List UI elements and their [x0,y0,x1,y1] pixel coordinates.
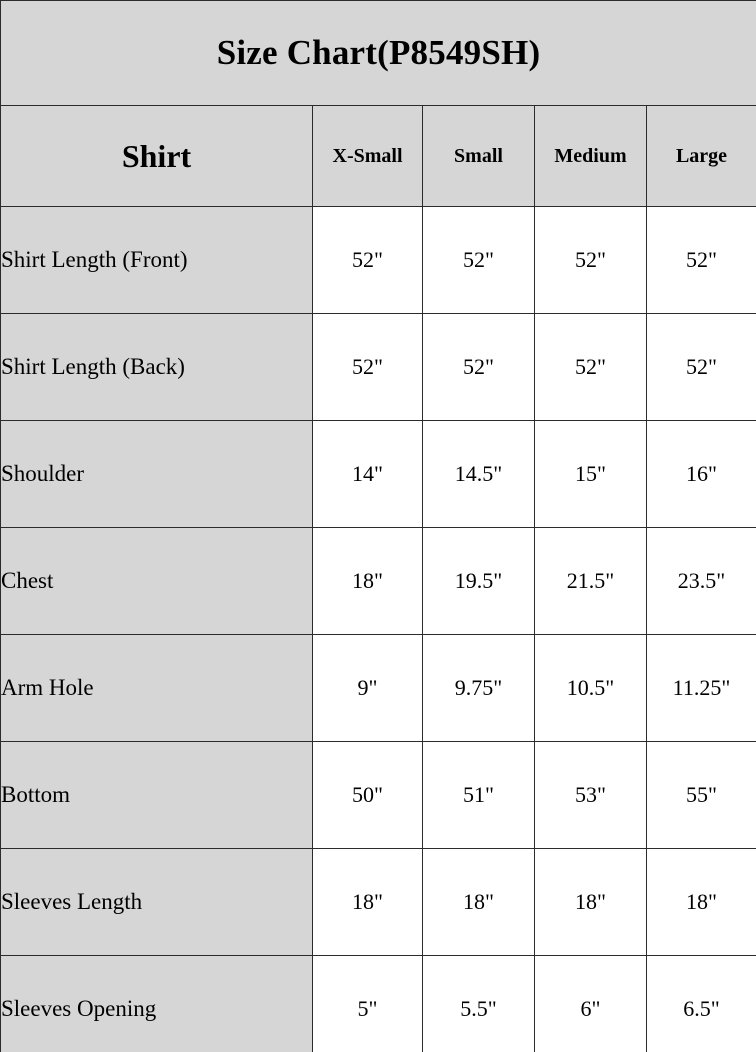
measurement-value: 50" [313,742,423,849]
measurement-value: 53" [535,742,647,849]
header-size-small: Small [423,106,535,207]
page-title: Size Chart(P8549SH) [1,1,756,106]
measurement-value: 11.25" [647,635,756,742]
measurement-value: 18" [313,849,423,956]
measurement-value: 14" [313,421,423,528]
measurement-value: 21.5" [535,528,647,635]
measurement-value: 52" [647,314,756,421]
measurement-label: Shoulder [1,421,313,528]
measurement-value: 16" [647,421,756,528]
measurement-value: 52" [423,207,535,314]
measurement-value: 9.75" [423,635,535,742]
title-row [1,1,756,106]
measurement-value: 6.5" [647,956,756,1052]
measurement-value: 52" [423,314,535,421]
measurement-value: 18" [313,528,423,635]
header-size-medium: Medium [535,106,647,207]
measurement-value: 14.5" [423,421,535,528]
measurement-value: 19.5" [423,528,535,635]
table-row [1,635,756,742]
measurement-value: 10.5" [535,635,647,742]
measurement-value: 18" [647,849,756,956]
measurement-value: 52" [535,314,647,421]
measurement-value: 52" [313,314,423,421]
measurement-label: Shirt Length (Front) [1,207,313,314]
measurement-value: 15" [535,421,647,528]
table-row [1,742,756,849]
measurement-label: Sleeves Length [1,849,313,956]
measurement-label: Arm Hole [1,635,313,742]
table-row [1,421,756,528]
table-row [1,528,756,635]
measurement-value: 52" [535,207,647,314]
measurement-value: 18" [535,849,647,956]
measurement-value: 52" [647,207,756,314]
measurement-value: 5" [313,956,423,1052]
measurement-label: Sleeves Opening [1,956,313,1052]
header-row [1,106,756,207]
measurement-value: 18" [423,849,535,956]
measurement-value: 51" [423,742,535,849]
header-size-large: Large [647,106,756,207]
measurement-value: 5.5" [423,956,535,1052]
measurement-value: 6" [535,956,647,1052]
header-size-x-small: X-Small [313,106,423,207]
measurement-label: Shirt Length (Back) [1,314,313,421]
table-row [1,849,756,956]
measurement-label: Chest [1,528,313,635]
measurement-value: 55" [647,742,756,849]
measurement-value: 9" [313,635,423,742]
measurement-value: 23.5" [647,528,756,635]
table-row [1,207,756,314]
header-category-label: Shirt [1,106,313,207]
table-row [1,956,756,1052]
measurement-value: 52" [313,207,423,314]
measurement-label: Bottom [1,742,313,849]
table-row [1,314,756,421]
